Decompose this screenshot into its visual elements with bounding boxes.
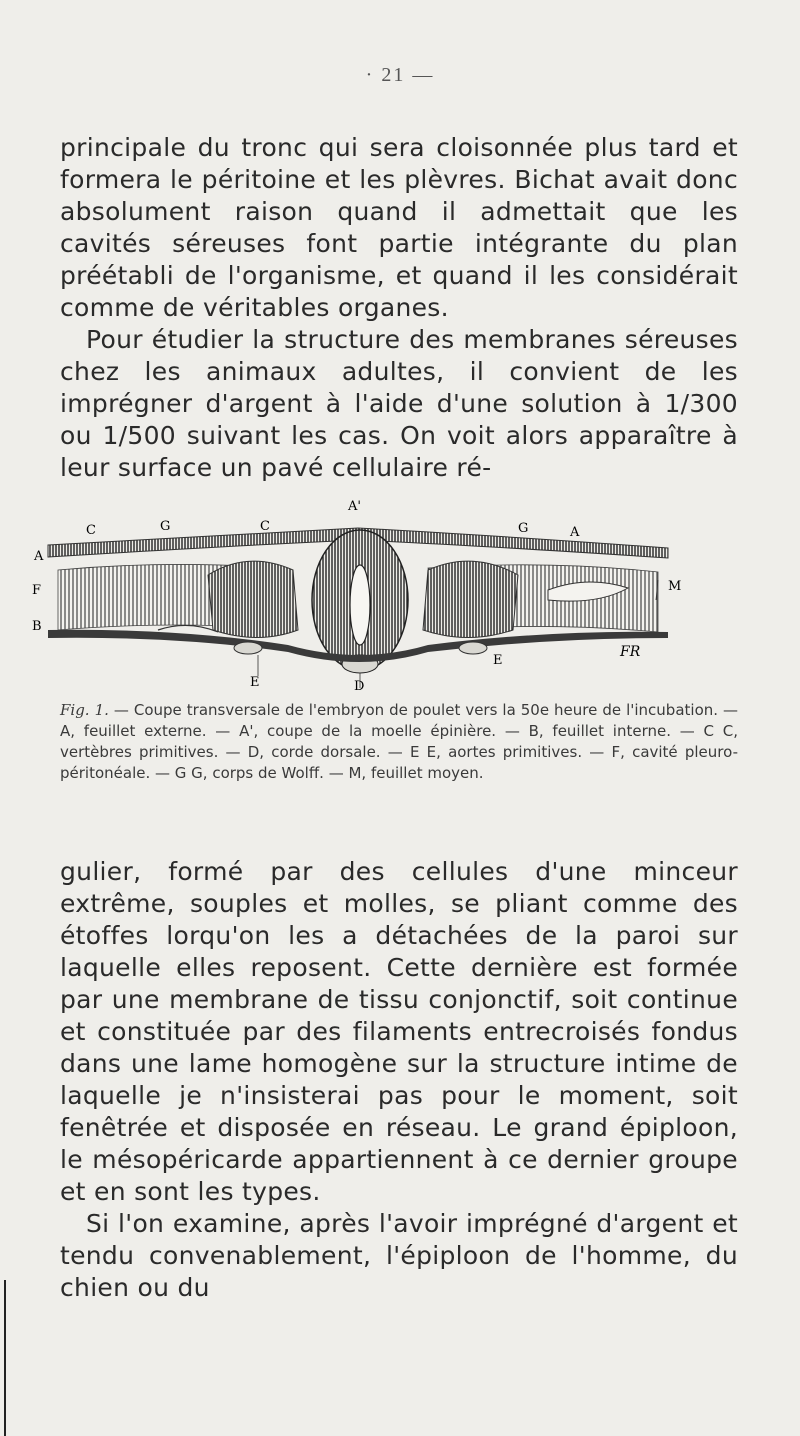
page-number: · 21 —	[365, 64, 435, 86]
figure-label-fr: FR	[620, 644, 641, 660]
somite-right	[423, 561, 518, 637]
figure-label-a-prime: A'	[348, 499, 361, 514]
margin-rule	[4, 1280, 6, 1436]
figure-caption-text: — Coupe transversale de l'embryon de poulet vers la 50e heure de l'incubation. — A, feuillet externe. — A', coupe de la moelle épinière. — B, feuillet interne. — C C, vertèbres primitives. — D, corde dorsale. — E E, aortes primitives. — F, cavité pleuro-péritonéale. — G G, corps de Wolff. — M, feuillet moyen.	[60, 701, 739, 782]
body-text-top	[60, 132, 738, 484]
aorta-right	[459, 642, 487, 654]
figure-label-e: E	[493, 653, 503, 668]
figure-caption-label: Fig. 1.	[60, 701, 109, 719]
aorta-left	[234, 642, 262, 654]
paragraph: principale du tronc qui sera cloisonnée plus tard et formera le péritoine et les plèvres. Bichat avait donc absolument raison quand il admettait que les cavités séreuses font partie intégrante du plan préétabli de l'organisme, et quand il les considérait comme de véritables organes.	[60, 133, 738, 322]
figure-label-m: M	[668, 579, 682, 594]
figure-label-g: G	[160, 519, 171, 534]
body-text-bottom	[60, 856, 738, 1304]
neural-canal	[350, 565, 370, 645]
paragraph: gulier, formé par des cellules d'une minceur extrême, souples et molles, se pliant comme des étoffes lorqu'on les a détachées de la paroi sur laquelle elles reposent. Cette dernière est formée par une membrane de tissu conjonctif, soit continue et constituée par des filaments entrecroisés fondus dans une lame homogène sur la structure intime de laquelle je n'insisterai pas pour le moment, soit fenêtrée et disposée en réseau. Le grand épiploon, le mésopéricarde appartiennent à ce dernier groupe et en sont les types.	[60, 857, 738, 1206]
figure-label-d: D	[354, 679, 365, 690]
figure-label-c: C	[86, 523, 96, 538]
figure-caption	[60, 700, 738, 784]
figure-label-b: B	[32, 619, 42, 634]
figure-label-a: A	[570, 525, 580, 540]
figure-label-e: E	[250, 675, 260, 690]
paragraph: Pour étudier la structure des membranes séreuses chez les animaux adultes, il convient de les imprégner d'argent à l'aide d'une solution à 1/300 ou 1/500 suivant les cas. On voit alors apparaître à leur surface un pavé cellulaire ré-	[60, 325, 738, 482]
paragraph: Si l'on examine, après l'avoir imprégné d'argent et tendu convenablement, l'épiploon de l'homme, du chien ou du	[60, 1209, 738, 1302]
figure-label-c: C	[260, 519, 270, 534]
figure-label-a: A	[34, 549, 44, 564]
figure-label-f: F	[32, 583, 42, 598]
embryo-cross-section-figure	[28, 480, 708, 690]
figure-label-g: G	[518, 521, 529, 536]
somite-left	[208, 561, 298, 637]
